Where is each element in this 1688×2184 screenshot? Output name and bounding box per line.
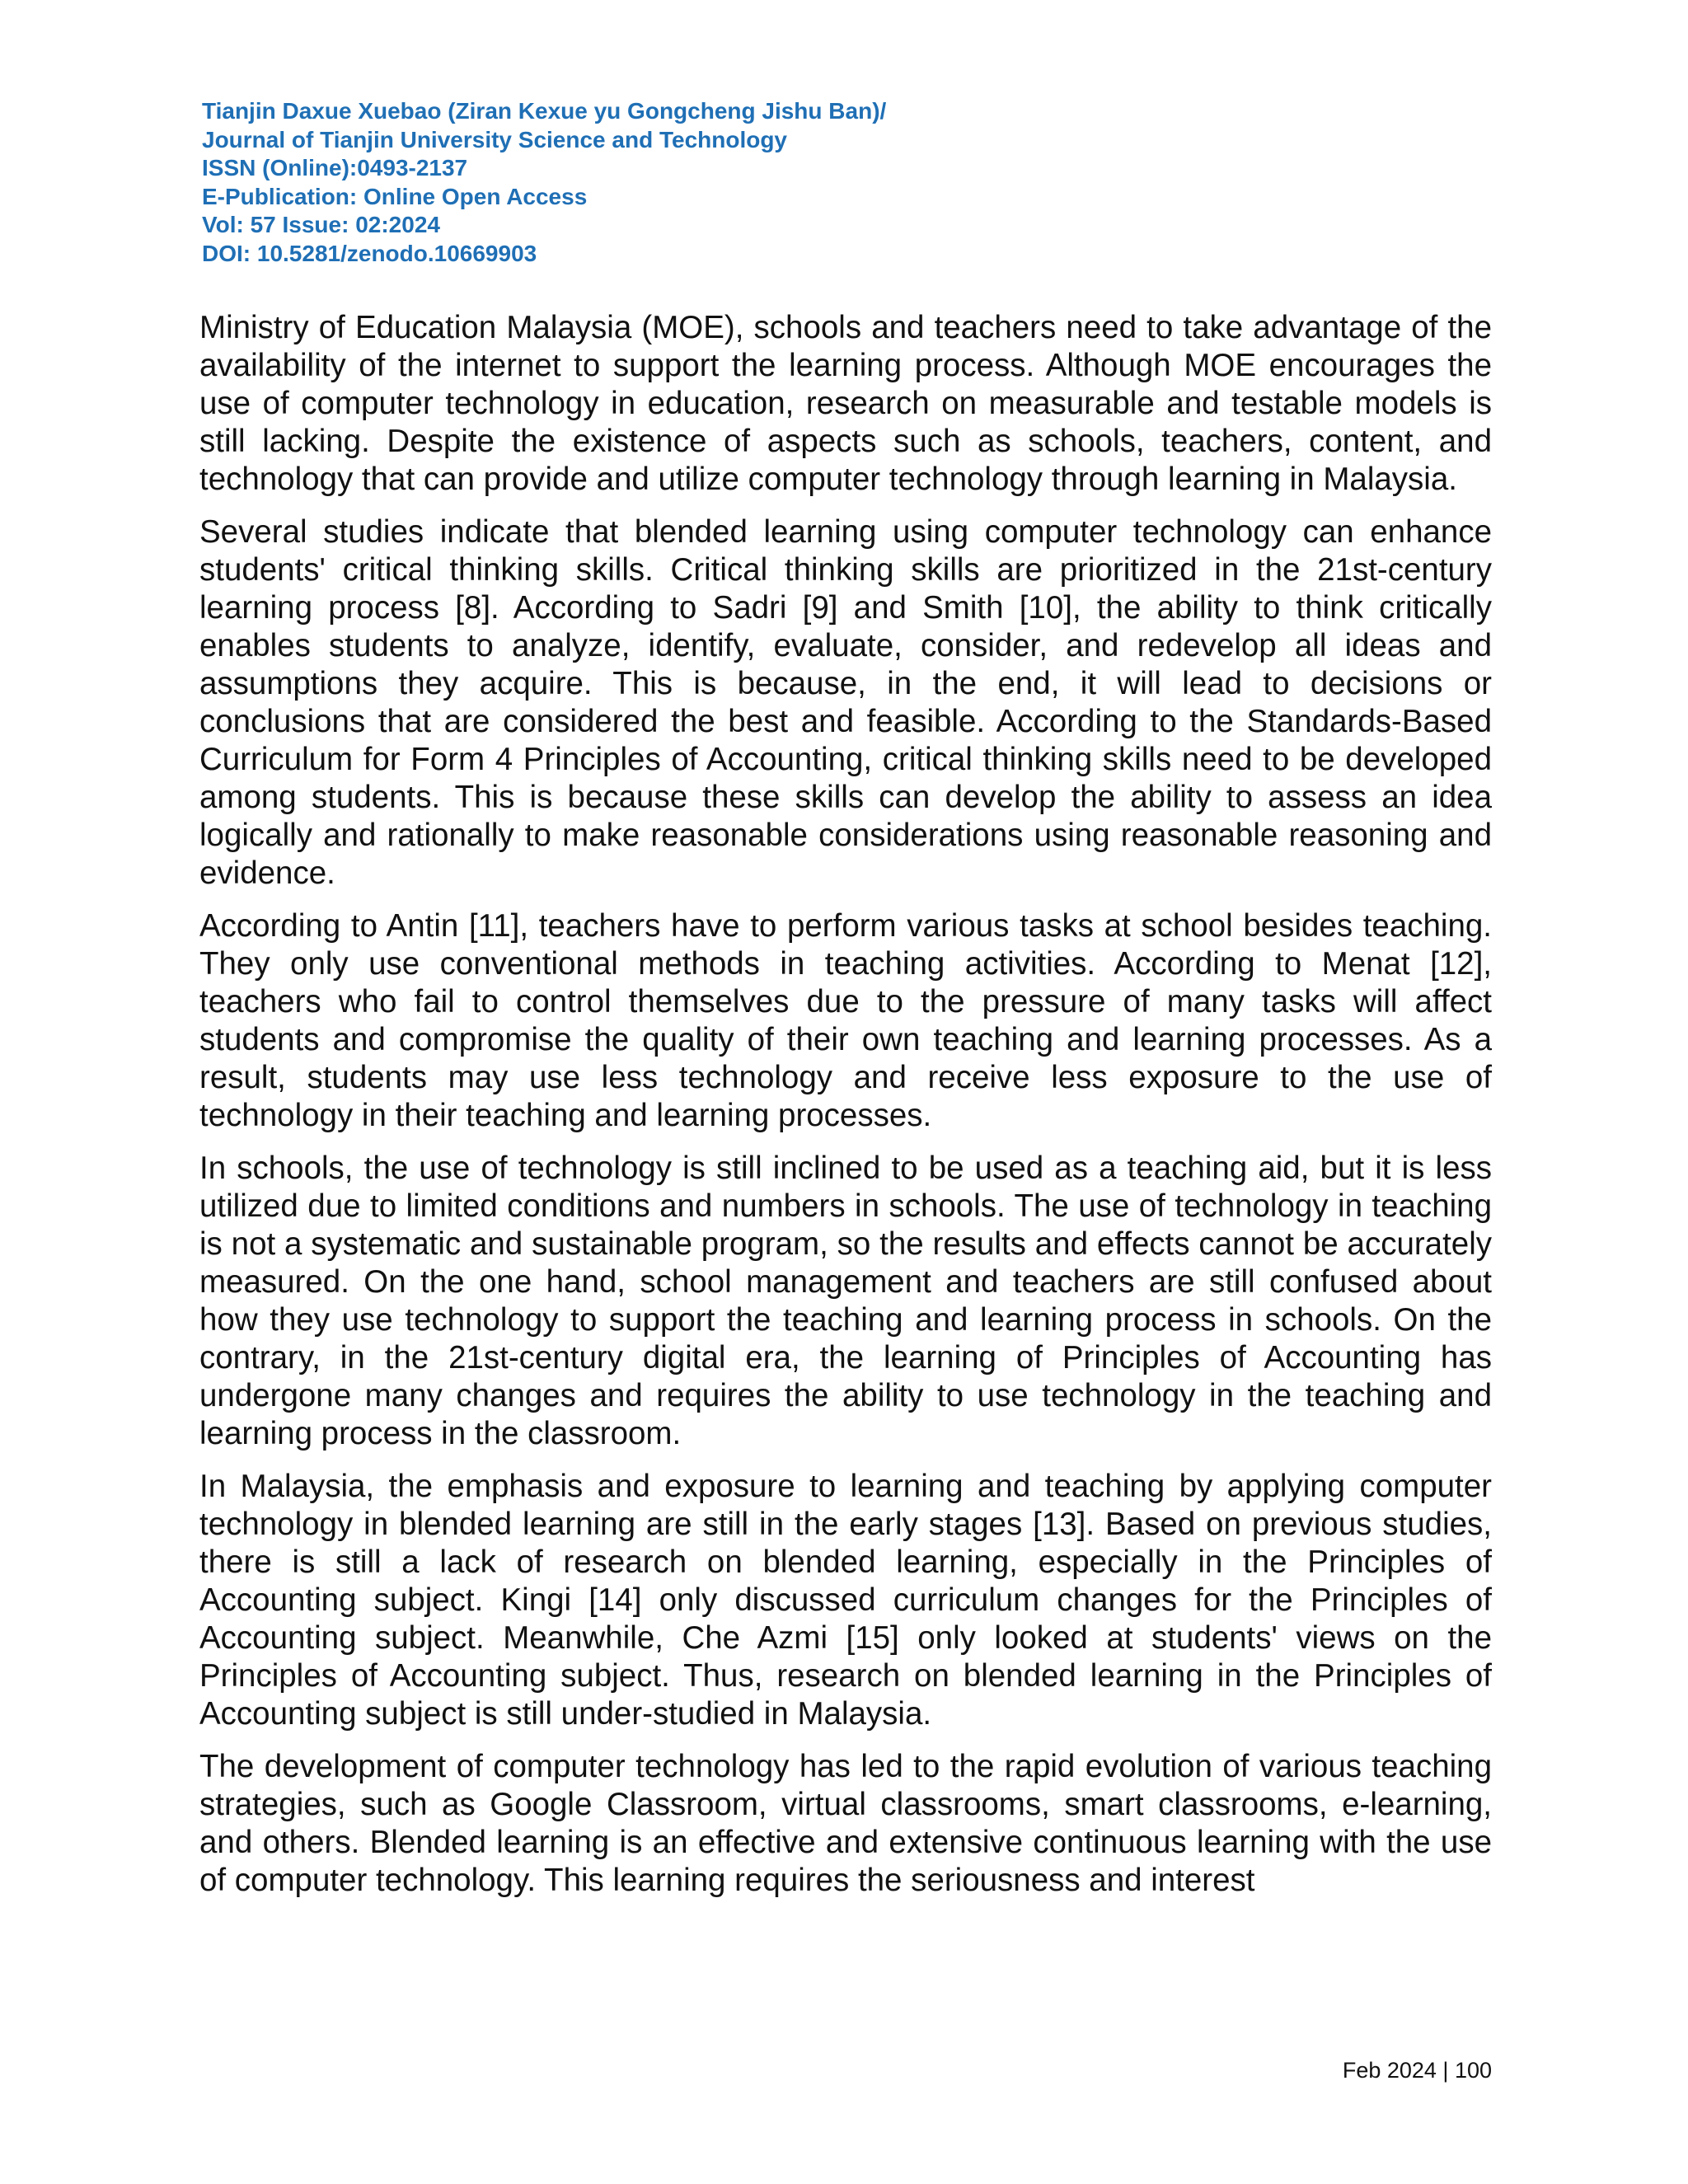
journal-title-line: Tianjin Daxue Xuebao (Ziran Kexue yu Gongcheng Jishu Ban)/ [202, 98, 887, 124]
journal-english-title: Journal of Tianjin University Science and Technology [202, 126, 788, 152]
paragraph-moe-internet: Ministry of Education Malaysia (MOE), schools and teachers need to take advantage of the availability of the internet to support the learning process. Although MOE encourages the use of computer technology in education, research on measurable and testable models is still lacking. Despite the existence of aspects such as schools, teachers, content, and technology that can provide and utilize computer technology through learning in Malaysia. [199, 310, 1492, 497]
journal-doi: DOI: 10.5281/zenodo.10669903 [202, 240, 537, 266]
paragraph-teacher-tasks: According to Antin [11], teachers have to perform various tasks at school besides teaching. They only use conventional methods in teaching activities. According to Menat [12], teachers who fail to control themselves due to the pressure of many tasks will affect students and compromise the quality of their own teaching and learning processes. As a result, students may use less technology and receive less exposure to the use of technology in their teaching and learning processes. [199, 908, 1492, 1133]
page-footer: Feb 2024 | 100 [1342, 2058, 1492, 2083]
paragraph-computer-technology-development: The development of computer technology has led to the rapid evolution of various teaching strategies, such as Google Classroom, virtual classrooms, smart classrooms, e-learning, and others. Blended learning is an effective and extensive continuous learning with the use of computer technology. This learning requires the seriousness and interest [199, 1749, 1492, 1898]
journal-issn: ISSN (Online):0493-2137 [202, 155, 468, 180]
journal-header [202, 97, 1191, 268]
journal-publication-type: E-Publication: Online Open Access [202, 183, 588, 209]
article-body [199, 309, 1492, 1915]
paragraph-critical-thinking: Several studies indicate that blended learning using computer technology can enhance students' critical thinking skills. Critical thinking skills are prioritized in the 21st-century learning process [8]. According to Sadri [9] and Smith [10], the ability to think critically enables students to analyze, identify, evaluate, consider, and redevelop all ideas and assumptions they acquire. This is because, in the end, it will lead to decisions or conclusions that are considered the best and feasible. According to the Standards-Based Curriculum for Form 4 Principles of Accounting, critical thinking skills need to be developed among students. This is because these skills can develop the ability to assess an idea logically and rationally to make reasonable considerations using reasonable reasoning and evidence. [199, 514, 1492, 891]
paragraph-technology-in-schools: In schools, the use of technology is still inclined to be used as a teaching aid, but it is less utilized due to limited conditions and numbers in schools. The use of technology in teaching is not a systematic and sustainable program, so the results and effects cannot be accurately measured. On the one hand, school management and teachers are still confused about how they use technology to support the teaching and learning process in schools. On the contrary, in the 21st-century digital era, the learning of Principles of Accounting has undergone many changes and requires the ability to use technology in the teaching and learning process in the classroom. [199, 1151, 1492, 1451]
paragraph-blended-learning-malaysia: In Malaysia, the emphasis and exposure to learning and teaching by applying computer technology in blended learning are still in the early stages [13]. Based on previous studies, there is still a lack of research on blended learning, especially in the Principles of Accounting subject. Kingi [14] only discussed curriculum changes for the Principles of Accounting subject. Meanwhile, Che Azmi [15] only looked at students' views on the Principles of Accounting subject. Thus, research on blended learning in the Principles of Accounting subject is still under-studied in Malaysia. [199, 1469, 1492, 1732]
journal-volume-issue: Vol: 57 Issue: 02:2024 [202, 212, 440, 237]
